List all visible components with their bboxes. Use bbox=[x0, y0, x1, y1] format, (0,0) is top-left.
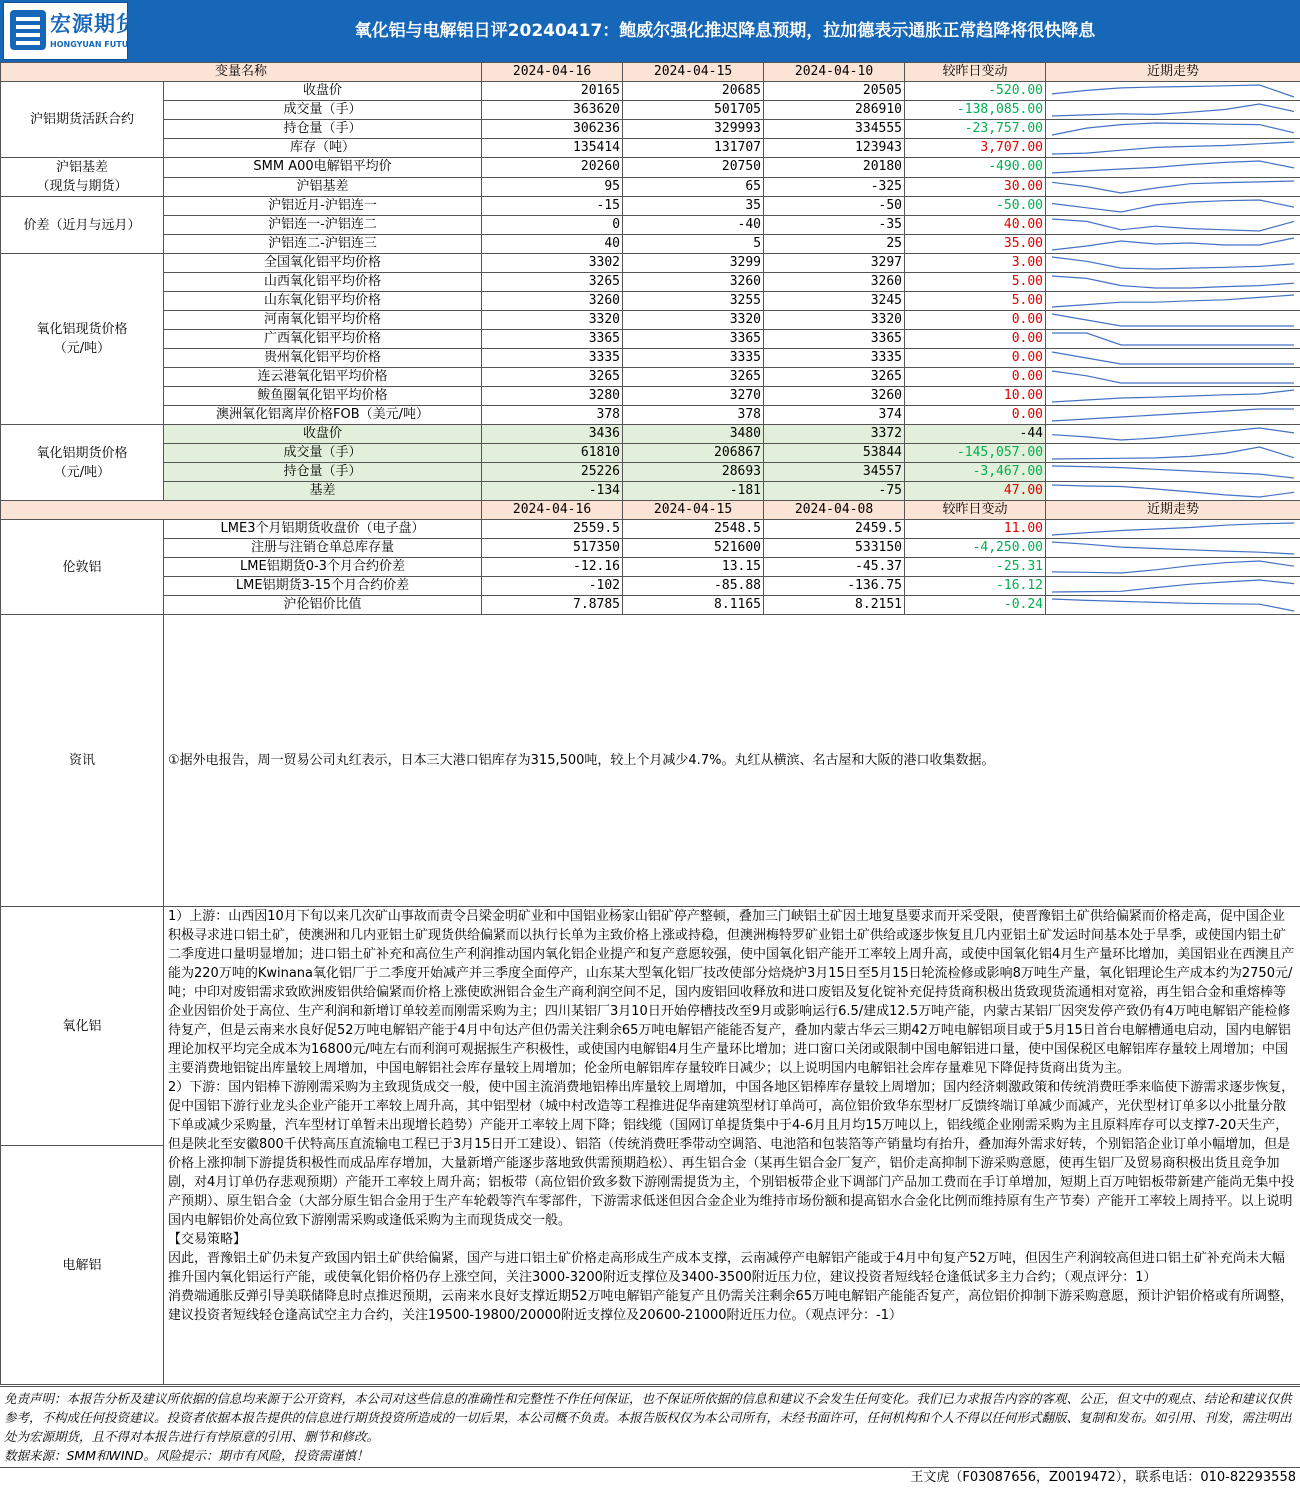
variable-name: LME铝期货3-15个月合约价差 bbox=[164, 577, 482, 596]
table-row bbox=[1, 311, 1300, 330]
sparkline-chart bbox=[1048, 577, 1298, 595]
value-d3: 3265 bbox=[764, 368, 905, 387]
variable-name: 注册与注销仓单总库存量 bbox=[164, 539, 482, 558]
sparkline-line bbox=[1052, 85, 1294, 97]
table-row bbox=[1, 101, 1300, 120]
trend-sparkline bbox=[1046, 177, 1300, 197]
table-row bbox=[1, 520, 1300, 539]
sparkline-line bbox=[1052, 390, 1294, 402]
value-d1: -12.16 bbox=[482, 558, 623, 577]
header-trend: 近期走势 bbox=[1046, 501, 1300, 520]
variable-name: 持仓量（手） bbox=[164, 463, 482, 482]
variable-name: 成交量（手） bbox=[164, 444, 482, 463]
sparkline-chart bbox=[1048, 235, 1298, 253]
row-category: 沪铝期货活跃合约 bbox=[1, 82, 164, 158]
value-change: 35.00 bbox=[905, 235, 1046, 254]
table-row bbox=[1, 596, 1300, 615]
variable-name: 沪铝近月-沪铝连一 bbox=[164, 197, 482, 216]
value-d2: -85.88 bbox=[623, 577, 764, 596]
value-change: 0.00 bbox=[905, 330, 1046, 349]
sparkline-chart bbox=[1048, 178, 1298, 196]
value-d2: 3335 bbox=[623, 349, 764, 368]
value-change: 5.00 bbox=[905, 292, 1046, 311]
sparkline-chart bbox=[1048, 197, 1298, 215]
header-variable-name: 变量名称 bbox=[1, 63, 482, 82]
value-change: 47.00 bbox=[905, 482, 1046, 501]
variable-name: 沪铝连二-沪铝连三 bbox=[164, 235, 482, 254]
row-category: 氧化铝期货价格 （元/吨） bbox=[1, 425, 164, 501]
trend-sparkline bbox=[1046, 349, 1300, 368]
sparkline-chart bbox=[1048, 425, 1298, 443]
sparkline-line bbox=[1052, 523, 1294, 535]
sparkline-chart bbox=[1048, 139, 1298, 157]
sparkline-chart bbox=[1048, 101, 1298, 119]
value-d2: 13.15 bbox=[623, 558, 764, 577]
variable-name: 沪伦铝价比值 bbox=[164, 596, 482, 615]
value-d2: 2548.5 bbox=[623, 520, 764, 539]
sparkline-chart bbox=[1048, 558, 1298, 576]
table-row bbox=[1, 368, 1300, 387]
strategy-paragraph: 因此，晋豫铝土矿仍未复产致国内铝土矿供给偏紧，国产与进口铝土矿价格走高形成生产成本支撑，云南减停产电解铝产能或于4月中旬复产52万吨，但因生产利润较高但进口铝土矿补充尚未大幅推升国内氧化铝运行产能，或使氧化铝价格仍存上涨空间，关注3000-3200附近支撑位及3400-3500附近压力位，建议投资者短线轻仓逢低试多主力合约；（观点评分：1） bbox=[168, 1251, 1285, 1285]
table-row bbox=[1, 425, 1300, 444]
trend-sparkline bbox=[1046, 311, 1300, 330]
value-d3: 3260 bbox=[764, 387, 905, 406]
value-d3: 334555 bbox=[764, 120, 905, 139]
value-change: 5.00 bbox=[905, 273, 1046, 292]
value-d3: 3245 bbox=[764, 292, 905, 311]
header-date: 2024-04-15 bbox=[623, 501, 764, 520]
sparkline-line bbox=[1052, 371, 1294, 383]
table-row bbox=[1, 120, 1300, 139]
table-row bbox=[1, 558, 1300, 577]
table-row bbox=[1, 482, 1300, 501]
value-change: 3,707.00 bbox=[905, 139, 1046, 158]
header-date: 2024-04-16 bbox=[482, 501, 623, 520]
value-d1: 3280 bbox=[482, 387, 623, 406]
table-row bbox=[1, 406, 1300, 425]
value-d3: 3297 bbox=[764, 254, 905, 273]
value-d1: 3265 bbox=[482, 368, 623, 387]
value-d2: 3320 bbox=[623, 311, 764, 330]
sparkline-line bbox=[1052, 333, 1294, 345]
variable-name: 广西氧化铝平均价格 bbox=[164, 330, 482, 349]
value-change: 40.00 bbox=[905, 216, 1046, 235]
value-change: -490.00 bbox=[905, 158, 1046, 178]
sparkline-line bbox=[1052, 428, 1294, 440]
sparkline-line bbox=[1052, 257, 1294, 269]
sparkline-line bbox=[1052, 142, 1294, 154]
value-d3: -325 bbox=[764, 177, 905, 197]
trend-sparkline bbox=[1046, 216, 1300, 235]
header-change: 较昨日变动 bbox=[905, 501, 1046, 520]
sparkline-chart bbox=[1048, 444, 1298, 462]
value-d1: 3302 bbox=[482, 254, 623, 273]
value-d3: 286910 bbox=[764, 101, 905, 120]
value-d1: 135414 bbox=[482, 139, 623, 158]
value-d2: 8.1165 bbox=[623, 596, 764, 615]
value-change: -50.00 bbox=[905, 197, 1046, 216]
variable-name: 河南氧化铝平均价格 bbox=[164, 311, 482, 330]
value-d1: 20260 bbox=[482, 158, 623, 178]
header-date: 2024-04-08 bbox=[764, 501, 905, 520]
value-d3: 3372 bbox=[764, 425, 905, 444]
trend-sparkline bbox=[1046, 82, 1300, 101]
sparkline-chart bbox=[1048, 406, 1298, 424]
table-row bbox=[1, 177, 1300, 197]
analyst-contact: 王文虎（F03087656，Z0019472），联系电话：010-82293558 bbox=[910, 1470, 1296, 1485]
value-change: 3.00 bbox=[905, 254, 1046, 273]
value-d1: 517350 bbox=[482, 539, 623, 558]
sparkline-line bbox=[1052, 238, 1294, 250]
trend-sparkline bbox=[1046, 368, 1300, 387]
value-d1: 7.8785 bbox=[482, 596, 623, 615]
variable-name: 鲅鱼圈氧化铝平均价格 bbox=[164, 387, 482, 406]
disclaimer-block bbox=[0, 1386, 1300, 1468]
trend-sparkline bbox=[1046, 387, 1300, 406]
value-d1: 3436 bbox=[482, 425, 623, 444]
value-d1: 95 bbox=[482, 177, 623, 197]
trend-sparkline bbox=[1046, 139, 1300, 158]
trend-sparkline bbox=[1046, 463, 1300, 482]
sparkline-line bbox=[1052, 123, 1294, 135]
value-change: -4,250.00 bbox=[905, 539, 1046, 558]
value-d2: 3480 bbox=[623, 425, 764, 444]
value-d1: 3260 bbox=[482, 292, 623, 311]
sparkline-chart bbox=[1048, 368, 1298, 386]
sparkline-line bbox=[1052, 200, 1294, 212]
value-change: -44 bbox=[905, 425, 1046, 444]
value-d3: 533150 bbox=[764, 539, 905, 558]
variable-name: LME3个月铝期货收盘价（电子盘） bbox=[164, 520, 482, 539]
value-change: 0.00 bbox=[905, 406, 1046, 425]
value-d1: 61810 bbox=[482, 444, 623, 463]
trend-sparkline bbox=[1046, 292, 1300, 311]
trend-sparkline bbox=[1046, 425, 1300, 444]
value-d3: 3365 bbox=[764, 330, 905, 349]
trend-sparkline bbox=[1046, 558, 1300, 577]
sparkline-chart bbox=[1048, 387, 1298, 405]
sparkline-line bbox=[1052, 276, 1294, 288]
sparkline-chart bbox=[1048, 311, 1298, 329]
value-d2: 20685 bbox=[623, 82, 764, 101]
value-change: 10.00 bbox=[905, 387, 1046, 406]
table-row bbox=[1, 82, 1300, 101]
header-trend: 近期走势 bbox=[1046, 63, 1300, 82]
header-change: 较昨日变动 bbox=[905, 63, 1046, 82]
trend-sparkline bbox=[1046, 158, 1300, 178]
variable-name: 基差 bbox=[164, 482, 482, 501]
value-d2: 3299 bbox=[623, 254, 764, 273]
analysis-category-electrolytic: 电解铝 bbox=[1, 1146, 164, 1385]
sparkline-chart bbox=[1048, 482, 1298, 500]
value-d3: 3260 bbox=[764, 273, 905, 292]
sparkline-chart bbox=[1048, 596, 1298, 614]
report-banner bbox=[0, 0, 1300, 62]
sparkline-chart bbox=[1048, 349, 1298, 367]
value-d3: 34557 bbox=[764, 463, 905, 482]
table-row bbox=[1, 444, 1300, 463]
sparkline-line bbox=[1052, 352, 1294, 364]
variable-name: 收盘价 bbox=[164, 82, 482, 101]
value-d2: 501705 bbox=[623, 101, 764, 120]
sparkline-line bbox=[1052, 409, 1294, 421]
analysis-row bbox=[1, 907, 1300, 1146]
trend-sparkline bbox=[1046, 330, 1300, 349]
sparkline-line bbox=[1052, 181, 1294, 193]
value-change: -3,467.00 bbox=[905, 463, 1046, 482]
variable-name: 山西氧化铝平均价格 bbox=[164, 273, 482, 292]
value-d2: 131707 bbox=[623, 139, 764, 158]
table-row bbox=[1, 197, 1300, 216]
analysis-paragraph: 1）上游：山西因10月下旬以来几次矿山事故而责令吕梁金明矿业和中国铝业杨家山铝矿停产整顿，叠加三门峡铝土矿因土地复垦要求而开采受限，使晋豫铝土矿供给偏紧而价格走高，促中国企业积极寻求进口铝土矿，使澳洲和几内亚铝土矿现货供给偏紧而以执行长单为主致价格上涨或持稳，但澳洲梅特罗矿业铝土矿供给或逐步恢复且几内亚铝土矿发运时间基本处于旱季，或使国内铝土矿二季度进口量明显增加；进口铝土矿补充和高位生产利润推动国内氧化铝企业提产和复产意愿较强，使中国氧化铝产能开工率较上周升高，或使中国氧化铝4月生产量环比增加，美国铝业在西澳且产能为220万吨的Kwinana氧化铝厂于二季度开始减产并三季度全面停产，山东某大型氧化铝厂技改使部分焙烧炉3月15日至5月15日轮流检修或影响8万吨生产量，氧化铝理论生产成本约为2750元/吨；中印对废铝需求致欧洲废铝供给偏紧而价格上涨使欧洲铝合金生产商利润空间不足，国内废铝回收释放和进口废铝及复化锭补充促持货商积极出货致现货流通相对宽裕，再生铝合金和重熔棒等企业因铝价处于高位、生产利润和新增订单较差而刚需采购为主；四川某铝厂3月10日开始停槽技改至9月或影响运行6.5/建成12.5万吨产能，内蒙古某铝厂因突发停产致仍有4万吨电解铝产能检修待复产，但是云南来水良好促52万吨电解铝产能于4月中旬达产但仍需关注剩余65万吨电解铝产能能否复产，叠加内蒙古华云三期42万吨电解铝项目或于5月15日首台电解槽通电启动，国内电解铝理论加权平均完全成本为16800元/吨左右而利润可观据振生产积极性，或使国内电解铝4月生产量环比增加；进口窗口关闭或限制中国电解铝进口量，使中国保税区电解铝库存量较上周增加；中国主要消费地铝锭出库量较上周增加，中国电解铝社会库存量较上周增加；伦金所电解铝库存量较昨日减少；以上说明国内电解铝社会库存量难见下降促持货商出货为主。 bbox=[168, 909, 1295, 1076]
trend-sparkline bbox=[1046, 596, 1300, 615]
variable-name: LME铝期货0-3个月合约价差 bbox=[164, 558, 482, 577]
value-d1: 3335 bbox=[482, 349, 623, 368]
header-date: 2024-04-10 bbox=[764, 63, 905, 82]
value-d3: 20505 bbox=[764, 82, 905, 101]
table-row bbox=[1, 139, 1300, 158]
value-d1: 306236 bbox=[482, 120, 623, 139]
value-d2: -40 bbox=[623, 216, 764, 235]
variable-name: 贵州氧化铝平均价格 bbox=[164, 349, 482, 368]
value-d3: -50 bbox=[764, 197, 905, 216]
trend-sparkline bbox=[1046, 101, 1300, 120]
value-change: -145,057.00 bbox=[905, 444, 1046, 463]
value-d2: 3260 bbox=[623, 273, 764, 292]
value-change: 0.00 bbox=[905, 368, 1046, 387]
value-change: 11.00 bbox=[905, 520, 1046, 539]
trend-sparkline bbox=[1046, 254, 1300, 273]
value-d1: 363620 bbox=[482, 101, 623, 120]
analysis-text bbox=[164, 907, 1300, 1385]
strategy-title: 【交易策略】 bbox=[168, 1232, 247, 1247]
value-d2: 206867 bbox=[623, 444, 764, 463]
value-d2: 65 bbox=[623, 177, 764, 197]
sparkline-chart bbox=[1048, 330, 1298, 348]
sparkline-line bbox=[1052, 295, 1294, 307]
logo-name-cn: 宏源期货 bbox=[50, 12, 138, 36]
data-table bbox=[0, 62, 1300, 1385]
value-d1: -134 bbox=[482, 482, 623, 501]
table-row bbox=[1, 292, 1300, 311]
sparkline-line bbox=[1052, 104, 1294, 116]
sparkline-line bbox=[1052, 219, 1294, 231]
strategy-paragraph: 消费端通胀反弹引导美联储降息时点推迟预期，云南来水良好支撑近期52万吨电解铝产能复产且仍需关注剩余65万吨电解铝产能能否复产，高位铝价抑制下游采购意愿，预计沪铝价格或有所调整，建议投资者短线轻仓逢高试空主力合约，关注19500-19800/20000附近支撑位及20600-21000附近压力位。（观点评分：-1） bbox=[168, 1289, 1294, 1323]
value-change: -23,757.00 bbox=[905, 120, 1046, 139]
row-category: 价差（近月与远月） bbox=[1, 197, 164, 254]
value-d1: 0 bbox=[482, 216, 623, 235]
variable-name: 成交量（手） bbox=[164, 101, 482, 120]
value-d3: 25 bbox=[764, 235, 905, 254]
value-change: -0.24 bbox=[905, 596, 1046, 615]
company-logo bbox=[3, 2, 146, 60]
sparkline-chart bbox=[1048, 273, 1298, 291]
value-d3: -45.37 bbox=[764, 558, 905, 577]
row-category: 伦敦铝 bbox=[1, 520, 164, 615]
sparkline-chart bbox=[1048, 520, 1298, 538]
sparkline-chart bbox=[1048, 292, 1298, 310]
value-d3: 20180 bbox=[764, 158, 905, 178]
value-change: -138,085.00 bbox=[905, 101, 1046, 120]
value-d1: 378 bbox=[482, 406, 623, 425]
variable-name: SMM A00电解铝平均价 bbox=[164, 158, 482, 178]
variable-name: 连云港氧化铝平均价格 bbox=[164, 368, 482, 387]
value-d3: 2459.5 bbox=[764, 520, 905, 539]
value-change: 30.00 bbox=[905, 177, 1046, 197]
value-d1: 3320 bbox=[482, 311, 623, 330]
trend-sparkline bbox=[1046, 120, 1300, 139]
value-d2: 20750 bbox=[623, 158, 764, 178]
value-d3: -35 bbox=[764, 216, 905, 235]
value-d2: 3365 bbox=[623, 330, 764, 349]
sparkline-chart bbox=[1048, 463, 1298, 481]
value-d1: 3265 bbox=[482, 273, 623, 292]
sparkline-line bbox=[1052, 561, 1294, 573]
table-row bbox=[1, 463, 1300, 482]
value-d1: -102 bbox=[482, 577, 623, 596]
variable-name: 持仓量（手） bbox=[164, 120, 482, 139]
value-change: -520.00 bbox=[905, 82, 1046, 101]
value-d3: 374 bbox=[764, 406, 905, 425]
table-row bbox=[1, 273, 1300, 292]
sparkline-line bbox=[1052, 447, 1294, 459]
table-header-row bbox=[1, 63, 1300, 82]
value-d3: 53844 bbox=[764, 444, 905, 463]
sparkline-chart bbox=[1048, 254, 1298, 272]
data-source-text: 数据来源：SMM和WIND。风险提示：期市有风险，投资需谨慎！ bbox=[4, 1448, 369, 1463]
row-category: 沪铝基差 （现货与期货） bbox=[1, 158, 164, 197]
logo-name-en: HONGYUAN FUTURES bbox=[50, 40, 146, 49]
sparkline-line bbox=[1052, 485, 1294, 497]
value-d2: 521600 bbox=[623, 539, 764, 558]
sparkline-line bbox=[1052, 542, 1294, 554]
value-d1: 3365 bbox=[482, 330, 623, 349]
value-d2: -181 bbox=[623, 482, 764, 501]
header-date: 2024-04-15 bbox=[623, 63, 764, 82]
value-change: 0.00 bbox=[905, 349, 1046, 368]
table-row bbox=[1, 254, 1300, 273]
sparkline-line bbox=[1052, 580, 1294, 592]
value-d2: 378 bbox=[623, 406, 764, 425]
value-d3: -75 bbox=[764, 482, 905, 501]
value-d1: 25226 bbox=[482, 463, 623, 482]
sparkline-line bbox=[1052, 599, 1294, 611]
value-d2: 3255 bbox=[623, 292, 764, 311]
sparkline-line bbox=[1052, 161, 1294, 173]
table-row bbox=[1, 577, 1300, 596]
value-change: 0.00 bbox=[905, 311, 1046, 330]
value-change: -16.12 bbox=[905, 577, 1046, 596]
trend-sparkline bbox=[1046, 539, 1300, 558]
sparkline-chart bbox=[1048, 158, 1298, 176]
value-d3: 123943 bbox=[764, 139, 905, 158]
value-d3: 8.2151 bbox=[764, 596, 905, 615]
variable-name: 沪铝基差 bbox=[164, 177, 482, 197]
trend-sparkline bbox=[1046, 406, 1300, 425]
sparkline-chart bbox=[1048, 82, 1298, 100]
sparkline-chart bbox=[1048, 539, 1298, 557]
table-row bbox=[1, 539, 1300, 558]
sparkline-chart bbox=[1048, 120, 1298, 138]
trend-sparkline bbox=[1046, 482, 1300, 501]
table-row bbox=[1, 216, 1300, 235]
value-d2: 35 bbox=[623, 197, 764, 216]
value-d1: 2559.5 bbox=[482, 520, 623, 539]
value-d2: 3265 bbox=[623, 368, 764, 387]
variable-name: 收盘价 bbox=[164, 425, 482, 444]
value-d2: 5 bbox=[623, 235, 764, 254]
sparkline-chart bbox=[1048, 216, 1298, 234]
trend-sparkline bbox=[1046, 197, 1300, 216]
trend-sparkline bbox=[1046, 235, 1300, 254]
table-header-row bbox=[1, 501, 1300, 520]
value-d3: 3335 bbox=[764, 349, 905, 368]
table-row bbox=[1, 387, 1300, 406]
value-d2: 329993 bbox=[623, 120, 764, 139]
analysis-category-alumina: 氧化铝 bbox=[1, 907, 164, 1146]
trend-sparkline bbox=[1046, 520, 1300, 539]
disclaimer-text: 免责声明：本报告分析及建议所依据的信息均来源于公开资料，本公司对这些信息的准确性和完整性不作任何保证，也不保证所依据的信息和建议不会发生任何变化。我们已力求报告内容的客观、公正，但文中的观点、结论和建议仅供参考，不构成任何投资建议。投资者依据本报告提供的信息进行期货投资所造成的一切后果，本公司概不负责。本报告版权仅为本公司所有，未经书面许可，任何机构和个人不得以任何形式翻版、复制和发布。如引用、刊发，需注明出处为宏源期货，且不得对本报告进行有悖原意的引用、删节和修改。 bbox=[4, 1391, 1292, 1444]
value-d2: 3270 bbox=[623, 387, 764, 406]
value-d1: -15 bbox=[482, 197, 623, 216]
variable-name: 山东氧化铝平均价格 bbox=[164, 292, 482, 311]
variable-name: 澳洲氧化铝离岸价格FOB（美元/吨） bbox=[164, 406, 482, 425]
analysis-paragraph: 2）下游：国内铝棒下游刚需采购为主致现货成交一般，使中国主流消费地铝棒出库量较上周增加，中国各地区铝棒库存量较上周增加；国内经济刺激政策和传统消费旺季来临使下游需求逐步恢复，促中国铝下游行业龙头企业产能开工率较上周升高，其中铝型材（城中村改造等工程推进促华南建筑型材订单尚可，高位铝价致华东型材厂反馈终端订单减少而减产，光伏型材订单多以小批量分散下单或减少采购量，汽车型材订单暂未出现增长趋势）产能开工率较上周下降；铝线缆（国网订单提货集中于4-6月且月均15万吨以上，铝线缆企业刚需采购为主且原料库存可以支撑7-20天生产，但是陕北至安徽800千伏特高压直流输电工程已于3月15日开工建设）、铝箔（传统消费旺季带动空调箔、电池箔和包装箔等产销量均有抬升，叠加海外需求好转，个别铝箔企业订单小幅增加，但是价格上涨抑制下游提货积极性而成品库存增加，大量新增产能逐步落地致供需预期趋松）、再生铝合金（某再生铝合金厂复产，铝价走高抑制下游采购意愿，使再生铝厂及贸易商积极出货且竞争加剧，对4月订单仍存悲观预期）产能开工率较上周升高；铝板带（高位铝价致多数下游刚需提货为主，个别铝板带企业下调部门产品加工费而在手订单增加，短期上百万吨铝板带新建产能尚无集中投产预期）、原生铝合金（大部分原生铝合金用于生产车轮毂等汽车零部件，下游需求低迷但因合金企业为维持市场份额和提高铝水合金化比例而维持原有生产节奏）产能开工率较上周持平。以上说明国内电解铝价处高位致下游刚需采购或逢低采购为主而现货成交一般。 bbox=[168, 1080, 1295, 1228]
logo-mark-icon bbox=[10, 10, 46, 50]
variable-name: 全国氧化铝平均价格 bbox=[164, 254, 482, 273]
row-category: 氧化铝现货价格 （元/吨） bbox=[1, 254, 164, 425]
header-date: 2024-04-16 bbox=[482, 63, 623, 82]
table-row bbox=[1, 349, 1300, 368]
value-change: -25.31 bbox=[905, 558, 1046, 577]
table-row bbox=[1, 330, 1300, 349]
sparkline-line bbox=[1052, 314, 1294, 326]
table-row bbox=[1, 235, 1300, 254]
news-text: ①据外电报告，周一贸易公司丸红表示，日本三大港口铝库存为315,500吨，较上个月减少4.7%。丸红从横滨、名古屋和大阪的港口收集数据。 bbox=[164, 615, 1300, 907]
header-variable-name bbox=[1, 501, 482, 520]
value-d3: 3320 bbox=[764, 311, 905, 330]
table-row bbox=[1, 158, 1300, 178]
value-d1: 40 bbox=[482, 235, 623, 254]
value-d3: -136.75 bbox=[764, 577, 905, 596]
trend-sparkline bbox=[1046, 577, 1300, 596]
variable-name: 库存（吨） bbox=[164, 139, 482, 158]
value-d1: 20165 bbox=[482, 82, 623, 101]
trend-sparkline bbox=[1046, 444, 1300, 463]
value-d2: 28693 bbox=[623, 463, 764, 482]
variable-name: 沪铝连一-沪铝连二 bbox=[164, 216, 482, 235]
trend-sparkline bbox=[1046, 273, 1300, 292]
report-title: 氧化铝与电解铝日评20240417：鲍威尔强化推迟降息预期，拉加德表示通胀正常趋降将很快降息 bbox=[354, 21, 1096, 41]
news-category: 资讯 bbox=[1, 615, 164, 907]
news-row bbox=[1, 615, 1300, 907]
sparkline-line bbox=[1052, 466, 1294, 478]
